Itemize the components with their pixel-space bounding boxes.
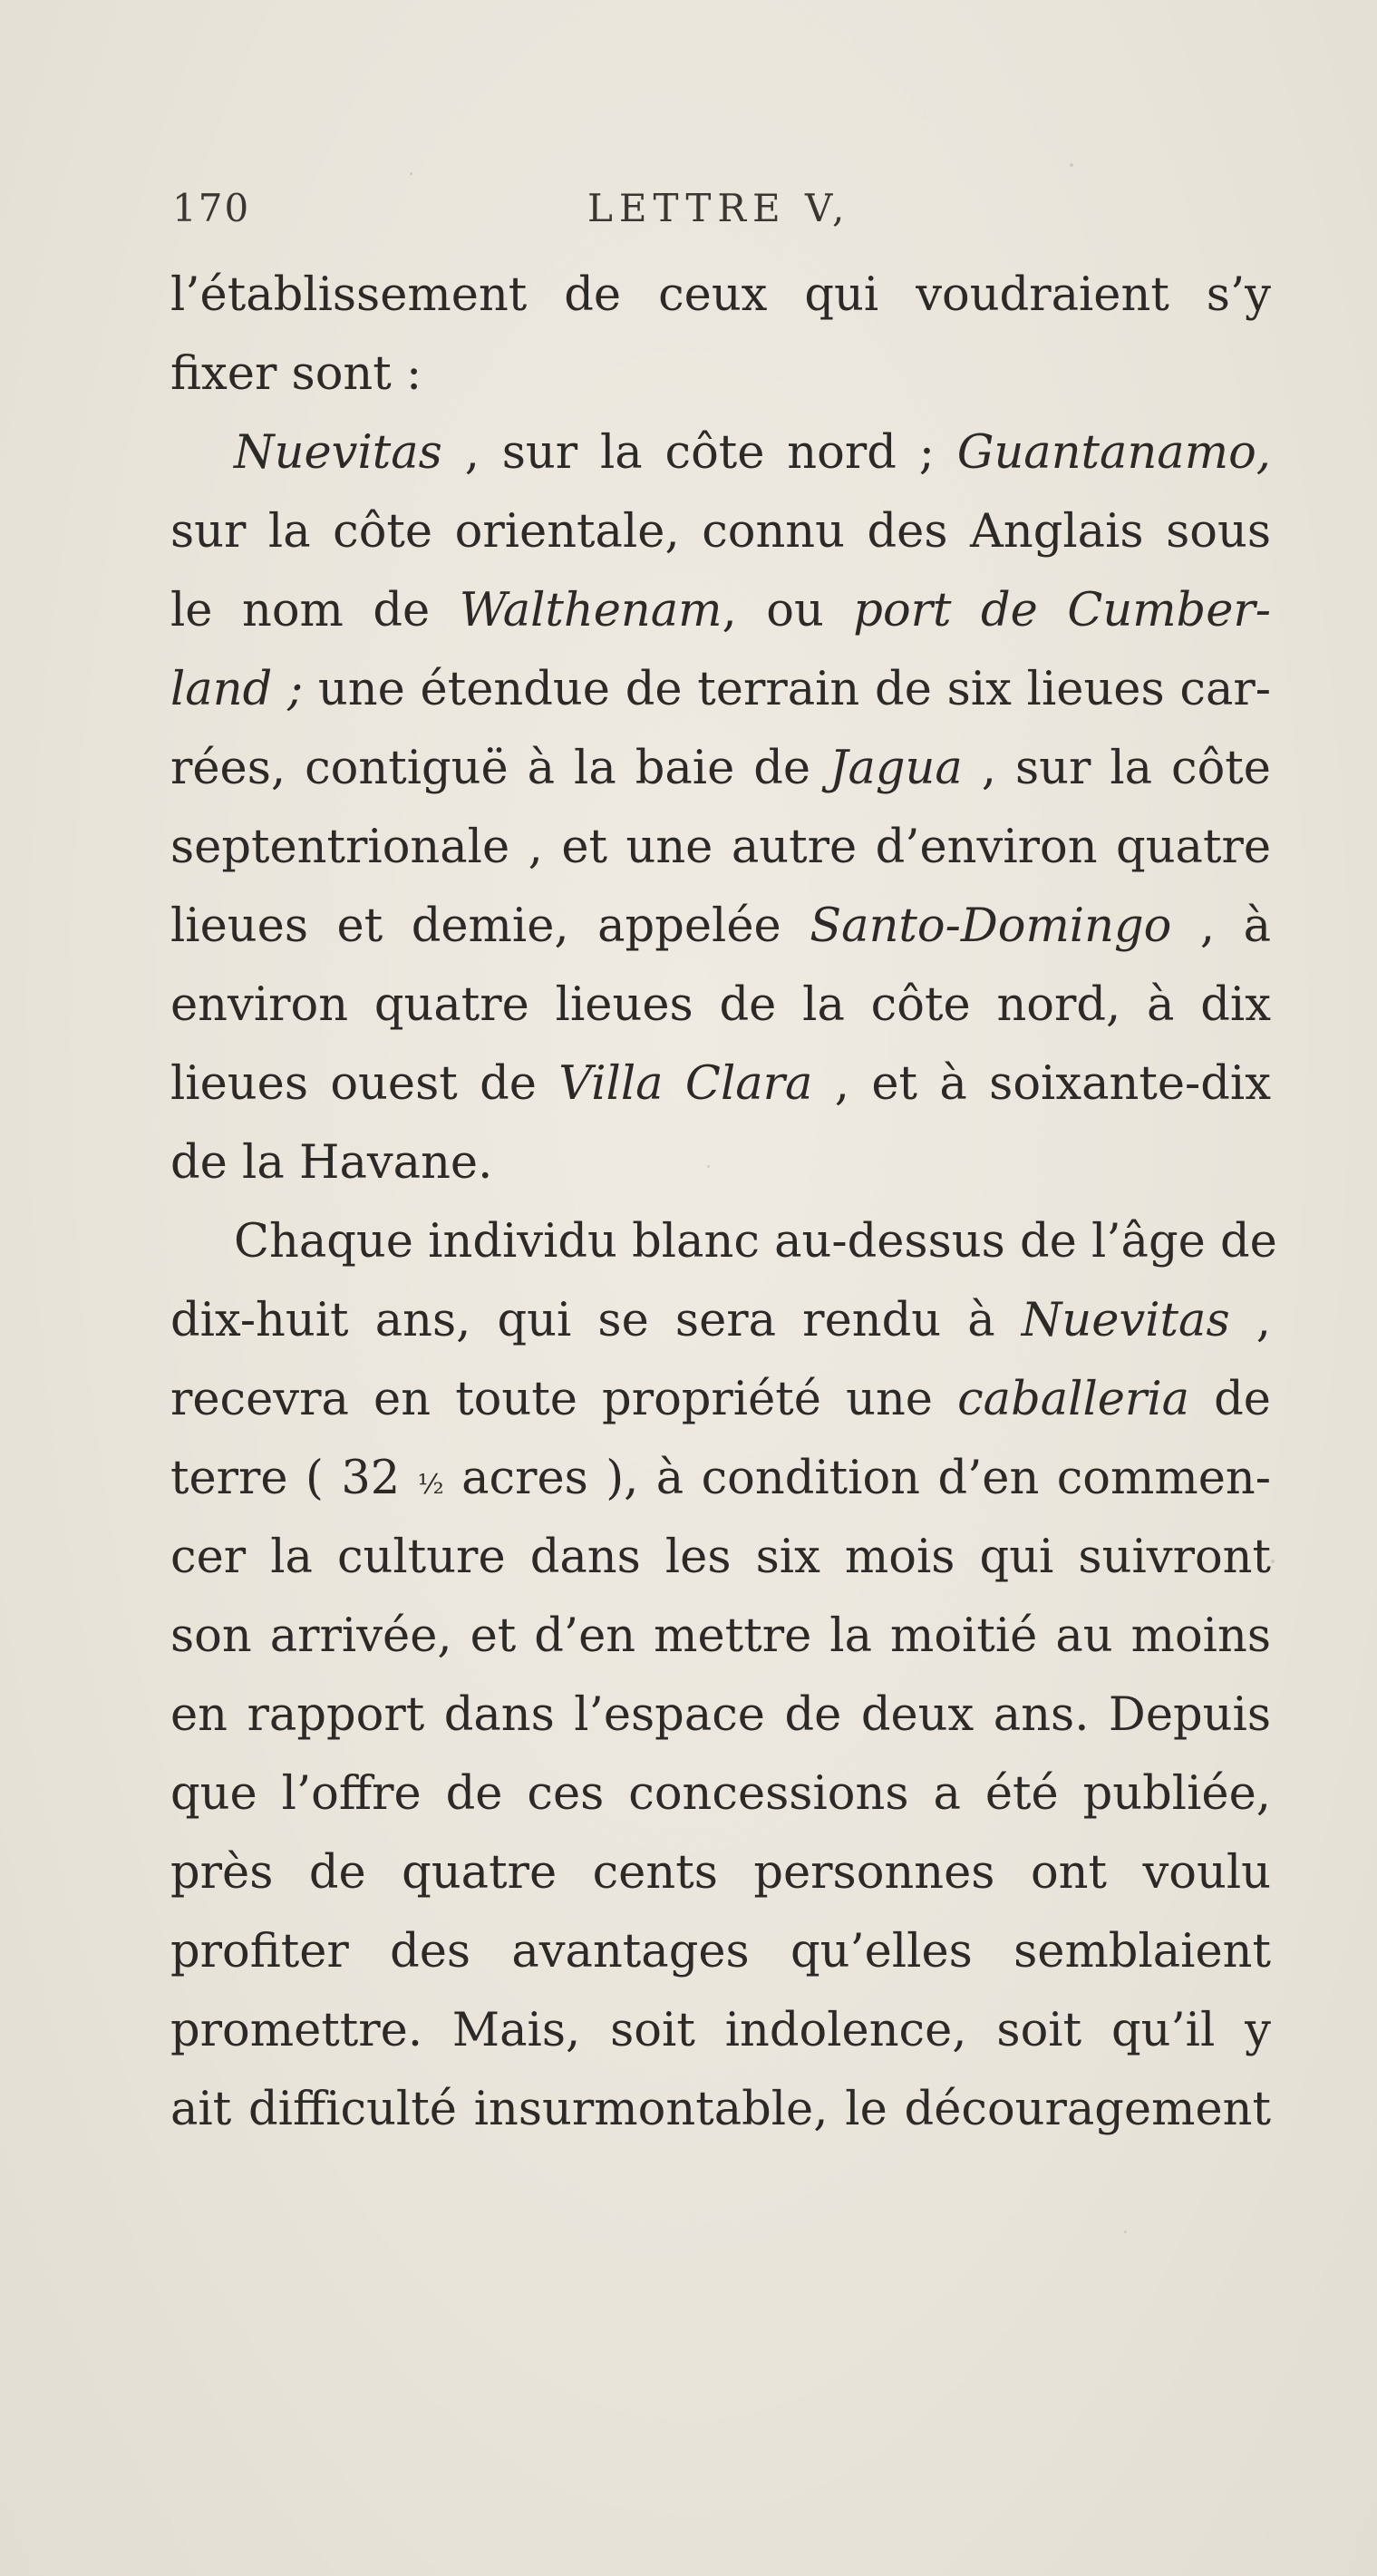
text-line bbox=[170, 729, 1271, 808]
text-run: une étendue de terrain de six lieues car- bbox=[303, 663, 1271, 716]
text-line bbox=[170, 1518, 1271, 1597]
text-line bbox=[170, 1123, 1271, 1202]
italic-text: Nuevitas bbox=[1021, 1294, 1230, 1347]
text-run: fixer sont : bbox=[170, 347, 422, 401]
text-line bbox=[170, 1912, 1271, 1991]
text-line bbox=[170, 966, 1271, 1045]
text-line bbox=[170, 1676, 1271, 1755]
text-run: lieues et demie, appelée bbox=[170, 899, 810, 953]
text-run: cer la culture dans les six mois qui suivront bbox=[170, 1531, 1271, 1584]
text-run: recevra en toute propriété une bbox=[170, 1373, 958, 1426]
text-line bbox=[170, 335, 1271, 413]
text-line bbox=[170, 1202, 1277, 1281]
italic-text: Walthenam bbox=[459, 584, 722, 637]
paper-speck bbox=[1124, 2231, 1127, 2233]
text-line bbox=[170, 1597, 1271, 1676]
text-run: de bbox=[1189, 1373, 1271, 1426]
text-line bbox=[170, 1833, 1271, 1912]
text-run: ait difficulté insurmontable, le découragement bbox=[170, 2083, 1271, 2136]
text-run: l’établissement de ceux qui voudraient s’y bbox=[170, 268, 1271, 322]
italic-text: Nuevitas bbox=[234, 426, 442, 480]
text-run: son arrivée, et d’en mettre la moitié au moins bbox=[170, 1609, 1271, 1663]
text-run: le nom de bbox=[170, 584, 460, 637]
text-line bbox=[170, 1360, 1271, 1439]
text-line bbox=[170, 887, 1271, 966]
italic-text: land ; bbox=[170, 663, 304, 716]
text-run: Chaque individu blanc au-dessus de l’âge de bbox=[234, 1215, 1277, 1269]
text-line bbox=[170, 571, 1271, 650]
text-line bbox=[170, 1439, 1271, 1518]
text-run: lieues ouest de bbox=[170, 1057, 559, 1111]
text-line bbox=[170, 256, 1271, 335]
text-line bbox=[170, 492, 1271, 571]
italic-text: Guantanamo, bbox=[956, 426, 1271, 480]
text-run: que l’offre de ces concessions a été publiée, bbox=[170, 1767, 1271, 1821]
text-run: rées, contiguë à la baie de bbox=[170, 742, 830, 795]
text-line bbox=[170, 808, 1271, 887]
paper-speck bbox=[707, 1165, 710, 1168]
text-run: profiter des avantages qu’elles semblaient bbox=[170, 1925, 1271, 1978]
text-run: près de quatre cents personnes ont voulu bbox=[170, 1846, 1271, 1900]
text-line bbox=[170, 1991, 1271, 2070]
italic-text: Villa Clara bbox=[558, 1057, 813, 1111]
text-run: acres ), à condition d’en commen- bbox=[443, 1452, 1271, 1505]
text-line bbox=[170, 2070, 1271, 2149]
paper-speck bbox=[410, 172, 412, 175]
text-run: de la Havane. bbox=[170, 1136, 493, 1190]
text-run: promettre. Mais, soit indolence, soit qu’il y bbox=[170, 2004, 1271, 2057]
text-run: , sur la côte nord ; bbox=[441, 426, 957, 480]
text-run: terre ( 32 bbox=[170, 1452, 418, 1505]
text-line bbox=[170, 1045, 1271, 1123]
text-run: , à bbox=[1171, 899, 1271, 953]
text-run: sur la côte orientale, connu des Anglais sous bbox=[170, 505, 1271, 559]
italic-text: Jagua bbox=[829, 742, 963, 795]
text-line bbox=[170, 650, 1271, 729]
fraction: ½ bbox=[417, 1469, 444, 1501]
italic-text: caballeria bbox=[957, 1373, 1190, 1426]
text-run: septentrionale , et une autre d’environ quatre bbox=[170, 821, 1271, 874]
body-text bbox=[170, 256, 1277, 2149]
text-line bbox=[170, 413, 1271, 492]
page-number: 170 bbox=[172, 186, 251, 230]
text-line bbox=[170, 1755, 1271, 1833]
paper-speck bbox=[1271, 1560, 1275, 1563]
paper-speck bbox=[1070, 163, 1073, 167]
text-run: , bbox=[1229, 1294, 1271, 1347]
text-run: , sur la côte bbox=[962, 742, 1271, 795]
text-run: dix-huit ans, qui se sera rendu à bbox=[170, 1294, 1022, 1347]
text-line bbox=[170, 1281, 1271, 1360]
text-run: , et à soixante-dix bbox=[812, 1057, 1271, 1111]
header-title: LETTRE V, bbox=[587, 186, 851, 230]
italic-text: Santo-Domingo bbox=[810, 899, 1172, 953]
text-run: , ou bbox=[722, 584, 854, 637]
italic-text: port de Cumber- bbox=[853, 584, 1271, 637]
text-run: environ quatre lieues de la côte nord, à dix bbox=[170, 978, 1271, 1032]
text-run: en rapport dans l’espace de deux ans. Depuis bbox=[170, 1688, 1271, 1742]
running-head bbox=[172, 186, 1269, 249]
